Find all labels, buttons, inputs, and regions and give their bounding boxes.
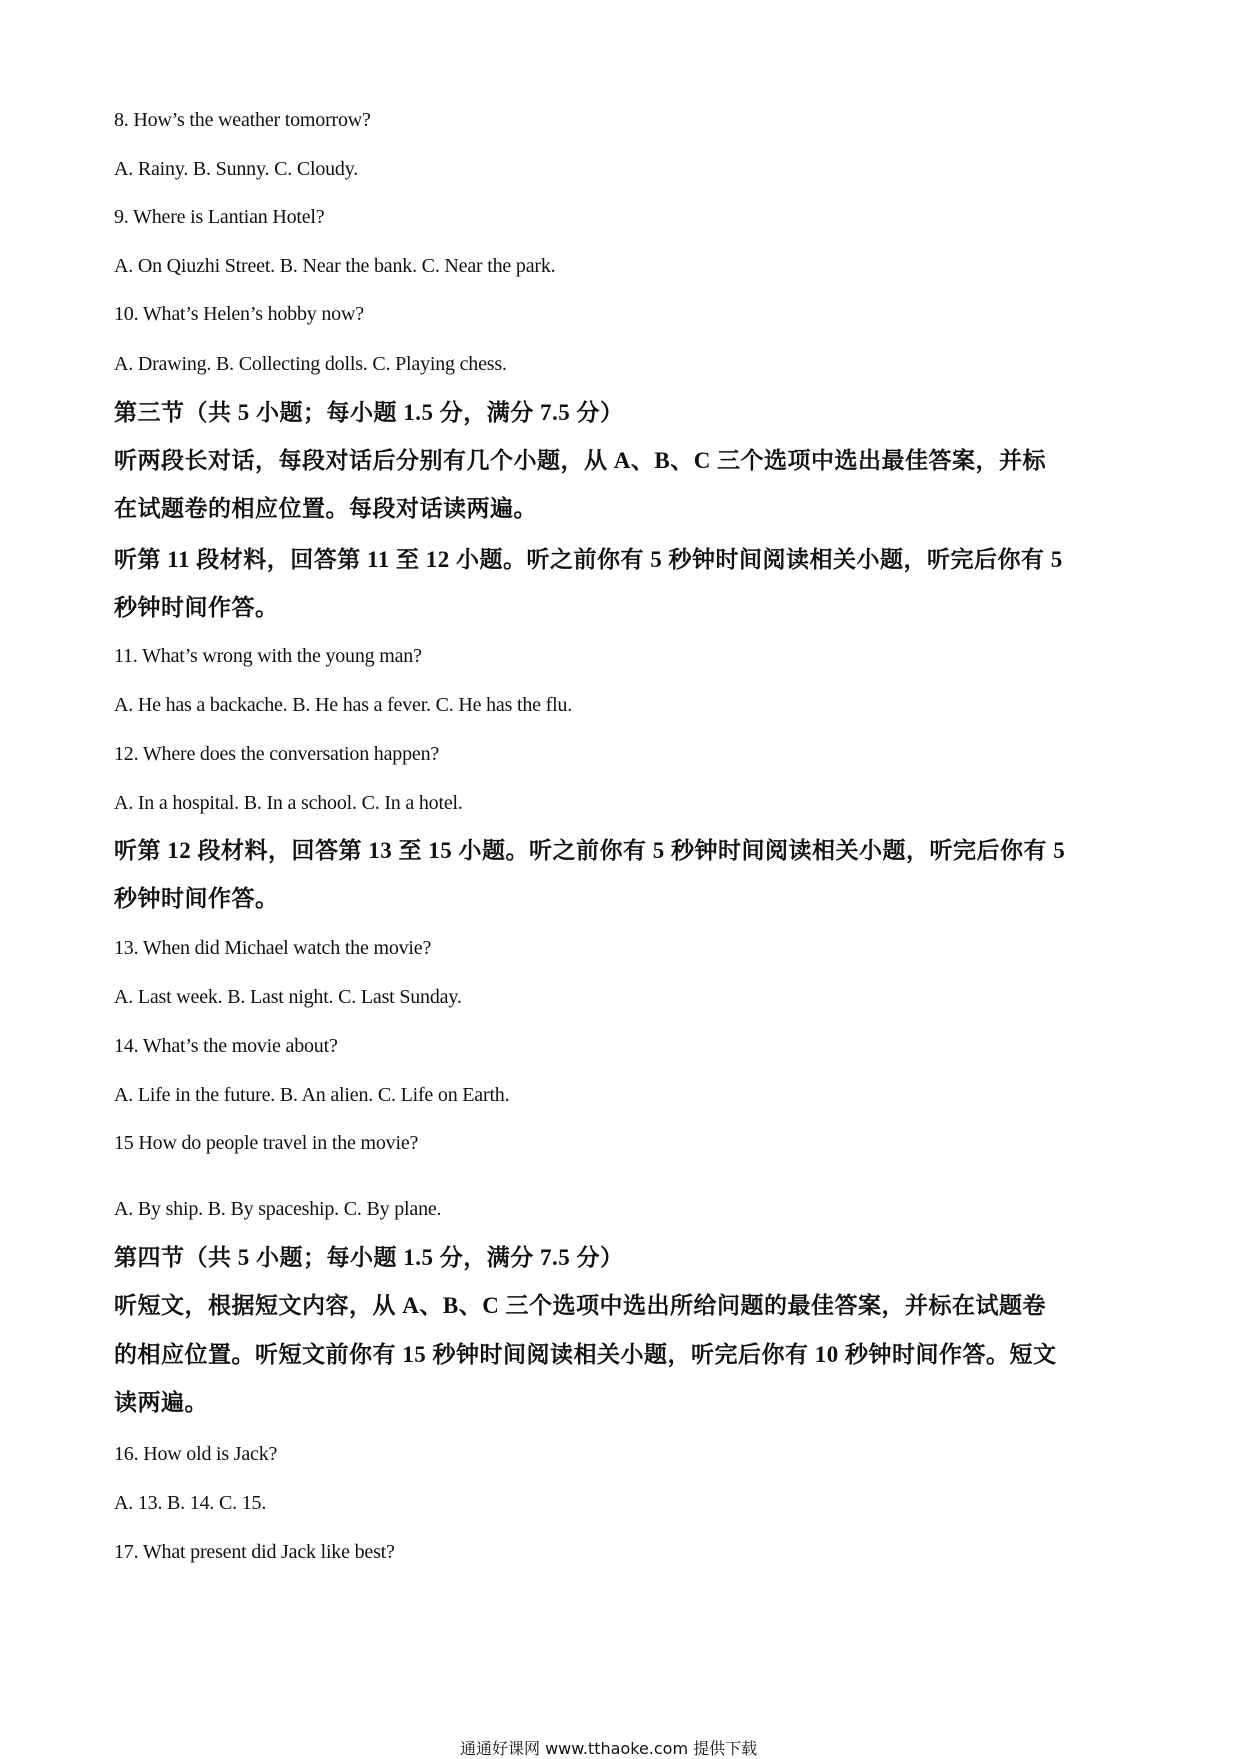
question-15: 15 How do people travel in the movie? <box>114 1132 419 1154</box>
section-4-instruction-line-3: 读两遍。 <box>114 1390 208 1415</box>
question-12: 12. Where does the conversation happen? <box>114 743 440 765</box>
section-4-heading: 第四节（共 5 小题；每小题 1.5 分，满分 7.5 分） <box>114 1245 624 1270</box>
options-12: A. In a hospital. B. In a school. C. In a hotel. <box>114 792 463 814</box>
options-8: A. Rainy. B. Sunny. C. Cloudy. <box>114 158 359 180</box>
question-10: 10. What’s Helen’s hobby now? <box>114 303 364 325</box>
options-16: A. 13. B. 14. C. 15. <box>114 1492 267 1514</box>
page-footer: 通通好课网 www.tthaoke.com 提供下载 <box>460 1739 758 1758</box>
material-11-instruction-line-1: 听第 11 段材料，回答第 11 至 12 小题。听之前你有 5 秒钟时间阅读相关小题，听完后你有 5 <box>114 547 1063 572</box>
question-16: 16. How old is Jack? <box>114 1443 278 1465</box>
question-9: 9. Where is Lantian Hotel? <box>114 206 325 228</box>
section-4-instruction-line-1: 听短文，根据短文内容，从 A、B、C 三个选项中选出所给问题的最佳答案，并标在试题卷 <box>114 1293 1047 1318</box>
options-13: A. Last week. B. Last night. C. Last Sunday. <box>114 986 462 1008</box>
options-10: A. Drawing. B. Collecting dolls. C. Playing chess. <box>114 353 507 375</box>
question-8: 8. How’s the weather tomorrow? <box>114 109 371 131</box>
section-3-instruction-line-1: 听两段长对话，每段对话后分别有几个小题，从 A、B、C 三个选项中选出最佳答案，并标 <box>114 448 1047 473</box>
material-12-instruction-line-2: 秒钟时间作答。 <box>114 886 279 911</box>
question-11: 11. What’s wrong with the young man? <box>114 645 422 667</box>
options-9: A. On Qiuzhi Street. B. Near the bank. C. Near the park. <box>114 255 556 277</box>
section-3-heading: 第三节（共 5 小题；每小题 1.5 分，满分 7.5 分） <box>114 400 624 425</box>
options-15: A. By ship. B. By spaceship. C. By plane. <box>114 1198 442 1220</box>
question-14: 14. What’s the movie about? <box>114 1035 338 1057</box>
material-12-instruction-line-1: 听第 12 段材料，回答第 13 至 15 小题。听之前你有 5 秒钟时间阅读相关小题，听完后你有 5 <box>114 838 1066 863</box>
section-3-instruction-line-2: 在试题卷的相应位置。每段对话读两遍。 <box>114 496 537 521</box>
section-4-instruction-line-2: 的相应位置。听短文前你有 15 秒钟时间阅读相关小题，听完后你有 10 秒钟时间作答。短文 <box>114 1342 1057 1367</box>
options-14: A. Life in the future. B. An alien. C. Life on Earth. <box>114 1084 510 1106</box>
options-11: A. He has a backache. B. He has a fever. C. He has the flu. <box>114 694 573 716</box>
question-17: 17. What present did Jack like best? <box>114 1541 395 1563</box>
question-13: 13. When did Michael watch the movie? <box>114 937 432 959</box>
material-11-instruction-line-2: 秒钟时间作答。 <box>114 595 279 620</box>
